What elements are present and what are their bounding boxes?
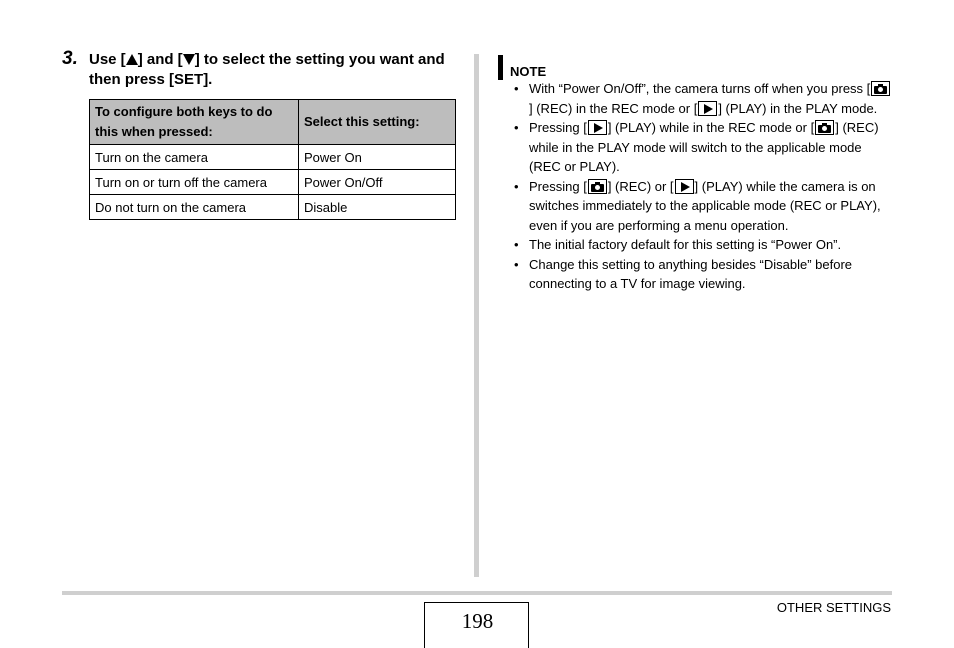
down-triangle-icon bbox=[183, 54, 195, 65]
list-item: • Pressing [ ] (PLAY) while in the REC mode or [ ] (REC) while in the PLAY mode will switch to the applicable mode (REC or PLAY). bbox=[512, 118, 892, 177]
table-cell: Disable bbox=[299, 195, 456, 220]
table-header: To configure both keys to do this when pressed: bbox=[90, 100, 299, 145]
table-row bbox=[90, 145, 456, 170]
note-bar bbox=[498, 55, 503, 80]
play-icon bbox=[698, 101, 717, 116]
step-text: Use [ ] and [ ] to select the setting you want and then press [SET]. bbox=[89, 51, 445, 88]
section-name: OTHER SETTINGS bbox=[776, 600, 891, 615]
play-icon bbox=[675, 179, 694, 194]
table-row bbox=[90, 170, 456, 195]
page-number-box bbox=[424, 602, 529, 648]
up-triangle-icon bbox=[126, 54, 138, 65]
page-number: 198 bbox=[461, 609, 494, 633]
play-icon bbox=[588, 120, 607, 135]
settings-table bbox=[89, 99, 456, 220]
table-cell: Power On/Off bbox=[299, 170, 456, 195]
table-cell: Turn on the camera bbox=[90, 145, 299, 170]
list-item: • The initial factory default for this setting is “Power On”. bbox=[512, 235, 892, 255]
list-item: • With “Power On/Off”, the camera turns off when you press [ ] (REC) in the REC mode or [ ] (PLAY) in the PLAY mode. bbox=[512, 79, 892, 118]
camera-icon bbox=[871, 81, 890, 96]
table-cell: Do not turn on the camera bbox=[90, 195, 299, 220]
list-item: • Change this setting to anything besides “Disable” before connecting to a TV for image viewing. bbox=[512, 255, 892, 294]
table-cell: Turn on or turn off the camera bbox=[90, 170, 299, 195]
camera-icon bbox=[815, 120, 834, 135]
column-divider bbox=[474, 54, 479, 577]
camera-icon bbox=[588, 179, 607, 194]
note-title: NOTE bbox=[510, 64, 547, 79]
step-number: 3. bbox=[62, 48, 78, 69]
list-item: • Pressing [ ] (REC) or [ ] (PLAY) while the camera is on switches immediately to the applicable mode (REC or PLAY), even if you are performing a menu operation. bbox=[512, 177, 892, 236]
note-list bbox=[512, 79, 892, 294]
table-header-row bbox=[90, 100, 456, 145]
footer-rule bbox=[62, 591, 892, 595]
table-cell: Power On bbox=[299, 145, 456, 170]
table-header: Select this setting: bbox=[299, 100, 456, 145]
table-row bbox=[90, 195, 456, 220]
